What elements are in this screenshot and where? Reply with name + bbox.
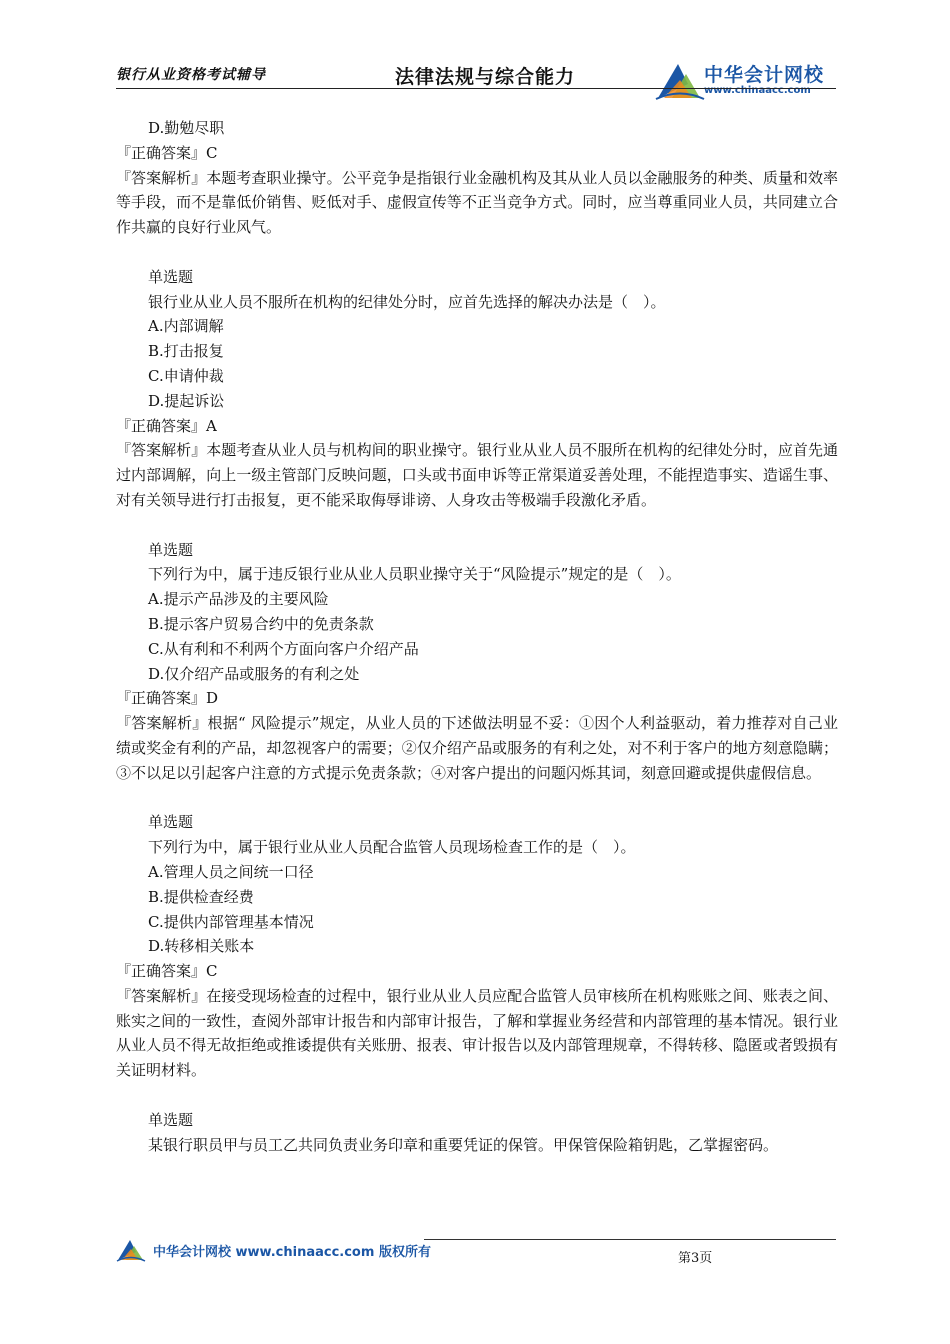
correct-answer: 『正确答案』C	[116, 962, 218, 981]
option-d: D.仅介绍产品或服务的有利之处	[148, 664, 360, 683]
header-center-title: 法律法规与综合能力	[395, 66, 576, 88]
correct-answer: 『正确答案』D	[116, 689, 219, 708]
answer-explanation: 『答案解析』本题考查职业操守。公平竞争是指银行业金融机构及其从业人员以金融服务的种类、质量和效率等手段，而不是靠低价销售、贬低对手、虚假宣传等不正当竞争方式。同时，应当尊重同业人员，共同建立合作共赢的良好行业风气。	[116, 168, 838, 237]
logo-name: 中华会计网校	[704, 64, 825, 86]
logo-url: www.chinaacc.com	[704, 85, 811, 96]
header-rule	[116, 88, 836, 89]
footer-rule	[424, 1239, 836, 1240]
question-stem: 下列行为中，属于违反银行业从业人员职业操守关于“风险提示”规定的是（ ）。	[148, 565, 681, 584]
option-c: C.提供内部管理基本情况	[148, 912, 314, 931]
option-b: B.提供检查经费	[148, 887, 254, 906]
question-type: 单选题	[148, 1110, 194, 1129]
question-type: 单选题	[148, 267, 194, 286]
spacer	[116, 786, 838, 811]
header-left-title: 银行从业资格考试辅导	[116, 67, 266, 83]
footer-copyright: 中华会计网校 www.chinaacc.com 版权所有	[153, 1245, 431, 1260]
school-logo	[654, 58, 840, 102]
option-b: B.打击报复	[148, 342, 224, 361]
option-b: B.提示客户贸易合约中的免责条款	[148, 614, 374, 633]
correct-answer: 『正确答案』C	[116, 143, 218, 162]
question-type: 单选题	[148, 813, 194, 832]
page-number: 第3页	[678, 1251, 713, 1266]
question-stem: 某银行职员甲与员工乙共同负责业务印章和重要凭证的保管。甲保管保险箱钥匙，乙掌握密码。	[148, 1135, 779, 1154]
answer-explanation: 『答案解析』在接受现场检查的过程中，银行业从业人员应配合监管人员审核所在机构账账之间、账表之间、账实之间的一致性，查阅外部审计报告和内部审计报告，了解和掌握业务经营和内部管理的基本情况。银行业从业人员不得无故拒绝或推诿提供有关账册、报表、审计报告以及内部管理规章，不得转移、隐匿或者毁损有关证明材料。	[116, 986, 838, 1080]
option-c: C.申请仲裁	[148, 366, 224, 385]
question-type: 单选题	[148, 540, 194, 559]
option-d: D.转移相关账本	[148, 937, 255, 956]
school-logo-icon	[654, 58, 706, 102]
correct-answer: 『正确答案』A	[116, 416, 217, 435]
option-c: C.从有利和不利两个方面向客户介绍产品	[148, 639, 419, 658]
option-d: D.勤勉尽职	[148, 119, 225, 137]
question-stem: 下列行为中，属于银行业从业人员配合监管人员现场检查工作的是（ ）。	[148, 838, 636, 857]
footer-logo-icon	[116, 1236, 146, 1262]
question-stem: 银行业从业人员不服所在机构的纪律处分时，应首先选择的解决办法是（ ）。	[148, 292, 666, 311]
option-a: A.提示产品涉及的主要风险	[148, 590, 329, 609]
option-a: A.内部调解	[148, 317, 224, 336]
option-d: D.提起诉讼	[148, 391, 225, 410]
spacer	[116, 240, 838, 265]
answer-explanation: 『答案解析』本题考查从业人员与机构间的职业操守。银行业从业人员不服所在机构的纪律处分时，应首先通过内部调解，向上一级主管部门反映问题，口头或书面申诉等正常渠道妥善处理，不能捏造事实、造谣生事、对有关领导进行打击报复，更不能采取侮辱诽谤、人身攻击等极端手段激化矛盾。	[116, 441, 838, 509]
spacer	[116, 513, 838, 538]
spacer	[116, 1083, 838, 1108]
document-body	[116, 116, 838, 1157]
answer-explanation: 『答案解析』根据“ 风险提示”规定，从业人员的下述做法明显不妥：①因个人利益驱动，着力推荐对自己业绩或奖金有利的产品，却忽视客户的需要；②仅介绍产品或服务的有利之处，对不利于客户的地方刻意隐瞒；③不以足以引起客户注意的方式提示免责条款；④对客户提出的问题闪烁其词，刻意回避或提供虚假信息。	[116, 714, 838, 782]
option-a: A.管理人员之间统一口径	[148, 862, 314, 881]
